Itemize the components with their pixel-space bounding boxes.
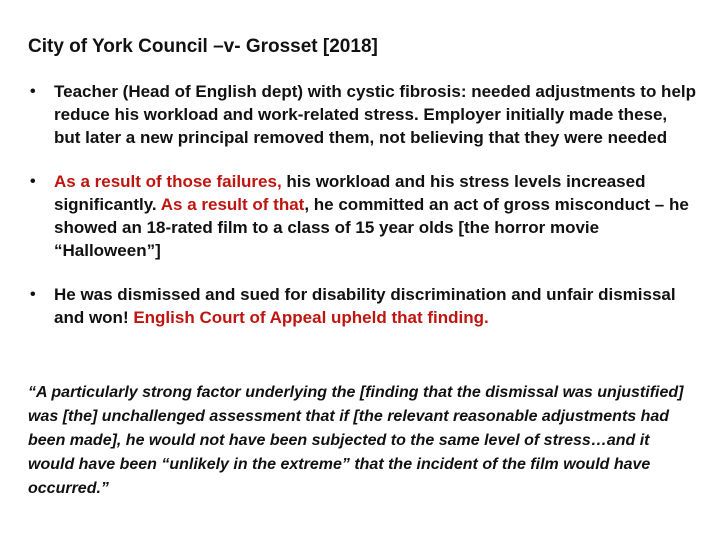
- bullet-icon: •: [30, 286, 36, 303]
- bullet-icon: •: [30, 83, 36, 100]
- bullet-text: [54, 172, 689, 260]
- bullet-item: [28, 283, 696, 329]
- bullet-item: [28, 80, 696, 149]
- slide-title: City of York Council –v- Grosset [2018]: [28, 36, 378, 57]
- highlighted-phrase: English Court of Appeal upheld that finding.: [133, 308, 489, 327]
- bullet-segment: his workload and his stress levels increased significantly.: [54, 172, 646, 214]
- bullet-icon: •: [30, 173, 36, 190]
- highlighted-phrase: As a result of that: [160, 195, 305, 214]
- bullet-text: [54, 82, 696, 147]
- bullet-item: [28, 170, 696, 262]
- highlighted-phrase: As a result of those failures,: [54, 172, 282, 191]
- bullet-segment: Teacher (Head of English dept) with cystic fibrosis: needed adjustments to help reduce his workload and work-related stress. Employer initially made these, but later a new principal removed them, not believing that they were needed: [54, 82, 697, 147]
- bullet-list: [28, 80, 696, 350]
- bullet-segment: He was dismissed and sued for disability discrimination and unfair dismissal and won!: [54, 285, 676, 327]
- bullet-segment: , he committed an act of gross misconduct – he showed an 18-rated film to a class of 15 year olds [the horror movie “Halloween”]: [54, 195, 689, 260]
- court-quote: “A particularly strong factor underlying the [finding that the dismissal was unjustified] was [the] unchallenged assessment that if [the relevant reasonable adjustments had been made], he would not have been subjected to the same level of stress…and it would have been “unlikely in the extreme” that the incident of the film would have occurred.”: [28, 384, 684, 497]
- bullet-text: [54, 285, 676, 327]
